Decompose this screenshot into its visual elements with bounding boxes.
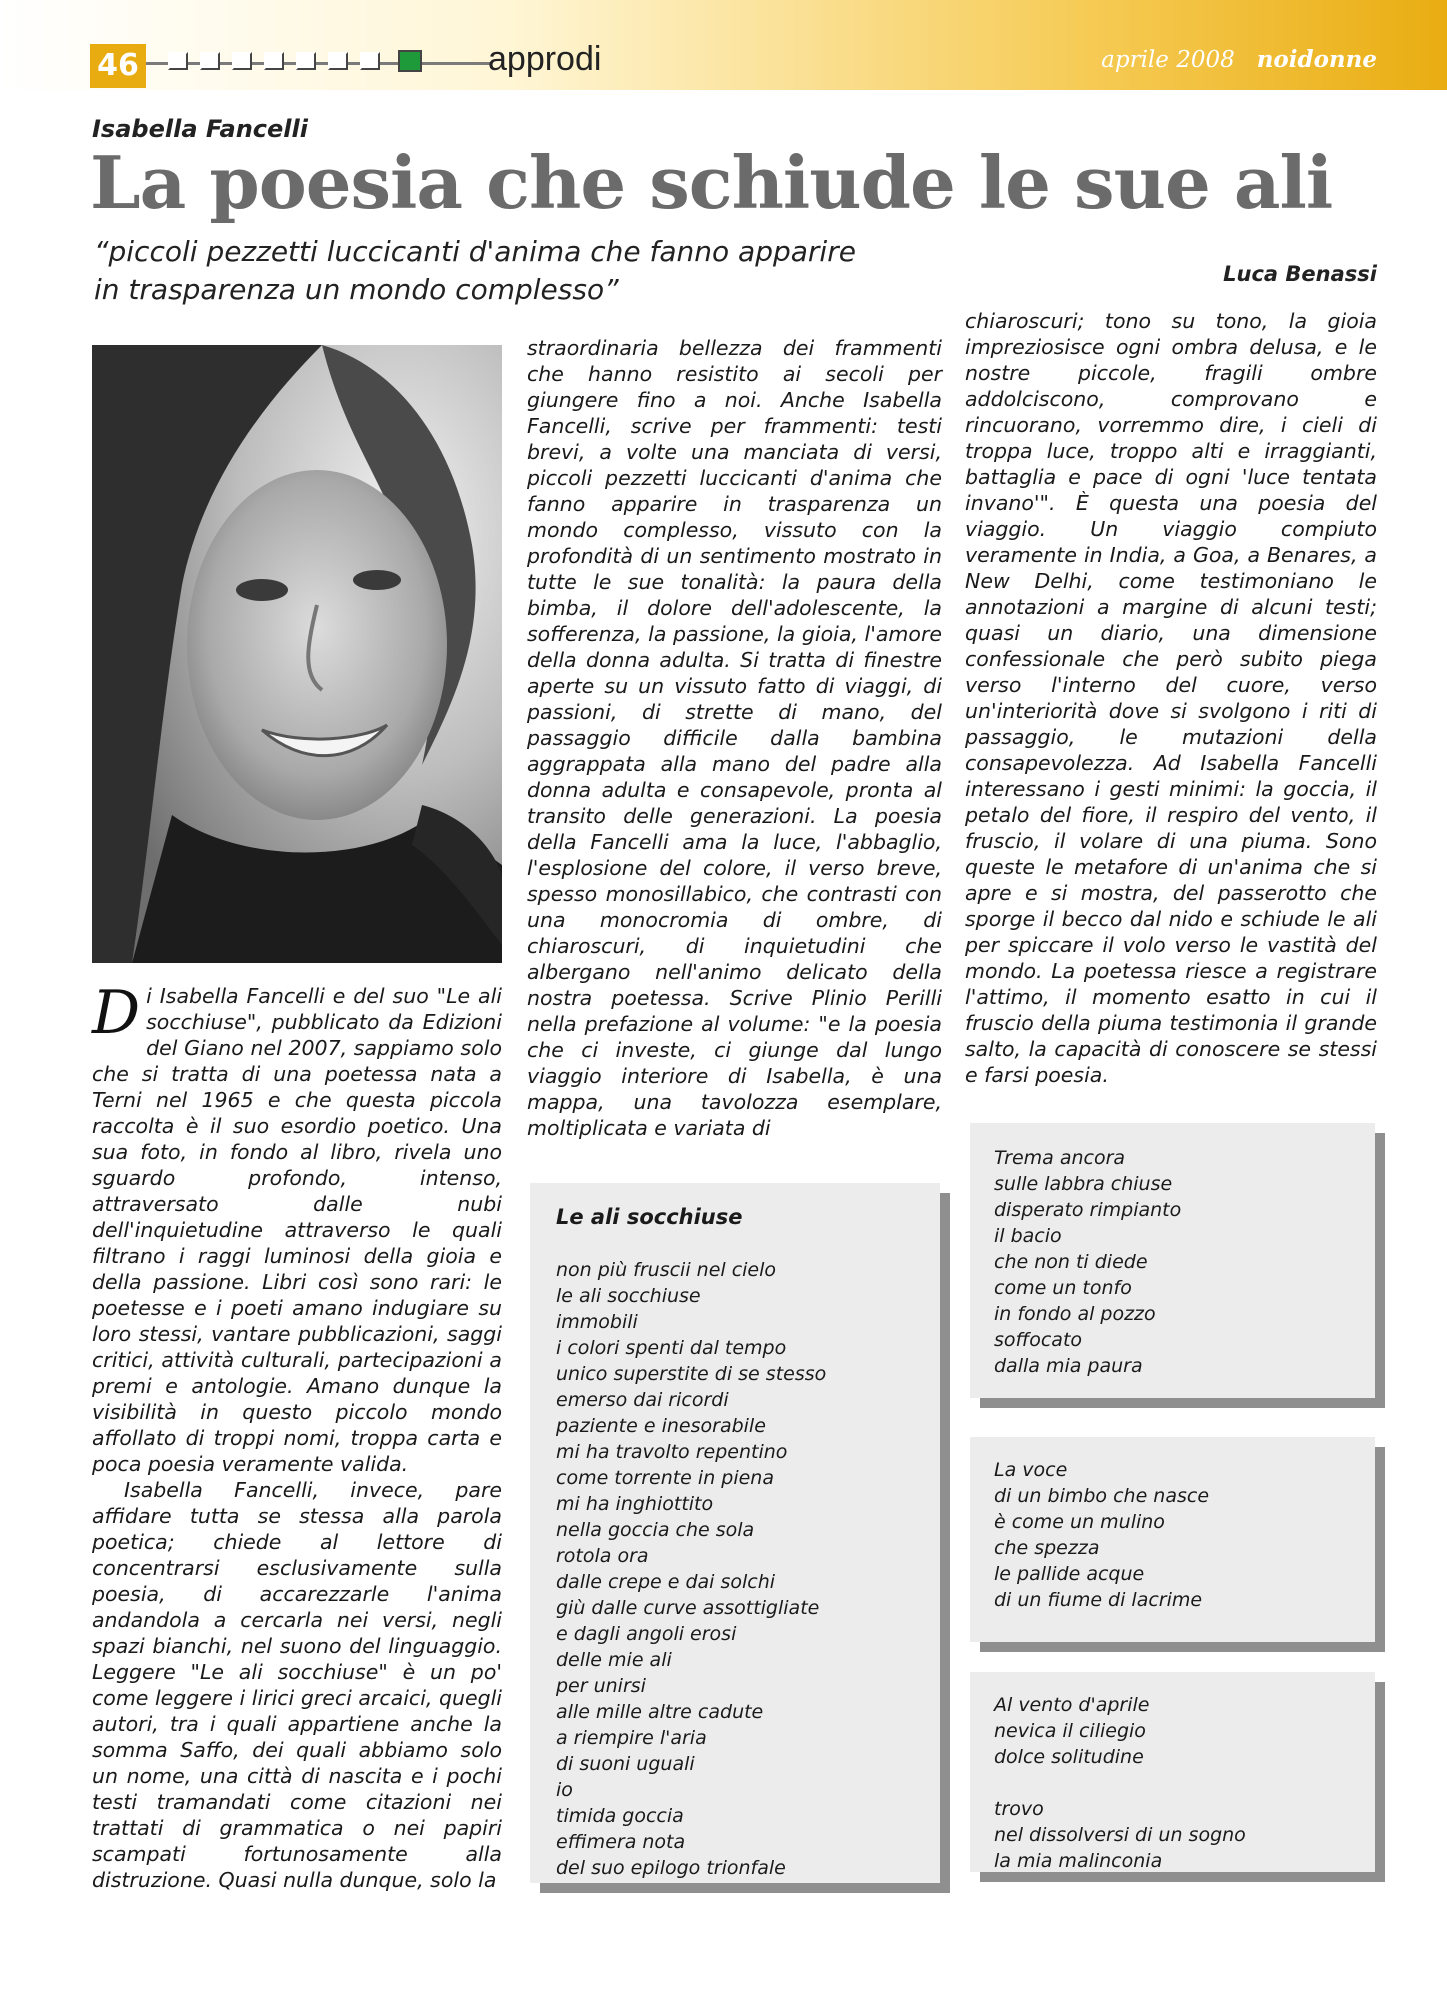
poem-line: io [556,1779,573,1801]
poem-line: nevica il ciliegio [994,1720,1146,1742]
magazine-name: noidonne [1256,46,1377,73]
poem-line: la mia malinconia [994,1850,1163,1872]
poem-line: per unirsi [556,1675,646,1697]
poem-line: nel dissolversi di un sogno [994,1824,1246,1846]
poem-line: soffocato [994,1329,1083,1351]
portrait-illustration [92,345,502,963]
poem-line: di suoni uguali [556,1753,695,1775]
poem-title: Le ali socchiuse [556,1205,743,1229]
header-square-icon [232,52,252,70]
header-rule [146,62,490,65]
article-subtitle [94,233,894,309]
poem-lines [556,1257,914,1881]
poem-box-4 [970,1672,1375,1872]
section-name: approdi [488,40,602,78]
article-paragraph: chiaroscuri; tono su tono, la gioia impreziosisce ogni ombra delusa, e le nostre piccole, fragili ombre addolciscono, comprovano e rincuorano, vorremmo dire, i cieli di troppa luce, troppo alti e irraggianti, battaglia e pace di ogni 'luce tentata invano'". È questa una poesia del viaggio. Un viaggio compiuto veramente in India, a Goa, a Benares, a New Delhi, come testimoniano le annotazioni a margine di alcuni testi; quasi un diario, una dimensione confessionale che però subito piega verso l'interno del cuore, verso un'interiorità dove si svolgono i riti di passaggio, le mutazioni della consapevolezza. Ad Isabella Fancelli interessano i gesti minimi: la goccia, il petalo del fiore, il respiro del vento, il fruscio, il volare di una piuma. Sono queste le metafore di un'anima che si apre e si mostra, del passerotto che sporge il becco dal nido e schiude le ali per spiccare il volo verso le vastità del mondo. La poetessa riesce a registrare l'attimo, il momento esatto in cui il fruscio della piuma testimonia il grande salto, la capacità di conoscere se stessi e farsi poesia. [965,309,1377,1087]
poem-line: immobili [556,1311,638,1333]
poem-line: La voce [994,1459,1068,1481]
poem-line: a riempire l'aria [556,1727,707,1749]
poem-line: mi ha travolto repentino [556,1441,788,1463]
article-paragraph: straordinaria bellezza dei frammenti che hanno resistito ai secoli per giungere fino a noi. Anche Isabella Fancelli, scrive per frammenti: testi brevi, a volte una manciata di versi, piccoli pezzetti luccicanti d'anima che fanno apparire in trasparenza un mondo complesso, vissuto con la profondità di un sentimento mostrato in tutte le sue tonalità: la paura della bimba, il dolore dell'adolescente, la sofferenza, la passione, la gioia, l'amore della donna adulta. Si tratta di finestre aperte su un vissuto fatto di viaggi, di passioni, di strette di mano, del passaggio difficile dalla bambina aggrappata alla mano del padre alla donna adulta e consapevole, pronta al transito delle generazioni. La poesia della Fancelli ama la luce, l'abbaglio, l'esplosione del colore, il verso breve, spesso monosillabico, che contrasti con una monocromia di ombre, di chiaroscuri, di inquietudini che albergano nell'animo delicato della nostra poetessa. Scrive Plinio Perilli nella prefazione al volume: "e la poesia che ci investe, ci giunge dal lungo viaggio interiore di Isabella, è una mappa, una tavolozza esemplare, moltiplicata e variata di [527,336,942,1140]
poem-line: dolce solitudine [994,1746,1144,1768]
header-square-icon [360,52,380,70]
paragraph-text: i Isabella Fancelli e del suo "Le ali socchiuse", pubblicato da Edizioni del Giano nel 2007, sappiamo solo che si tratta di una poetessa nata a Terni nel 1965 e che questa piccola raccolta è il suo esordio poetico. Una sua foto, in fondo al libro, rivela uno sguardo profondo, intenso, attraversato dalle nubi dell'inquietudine attraverso le quali filtrano i raggi luminosi della gioia e della passione. Libri così sono rari: le poetesse e i poeti amano indugiare su loro stessi, vantare pubblicazioni, saggi critici, attività culturali, partecipazioni a premi e antologie. Amano dunque la visibilità in questo piccolo mondo affollato di troppi nomi, troppa carta e poca poesia veramente valida. [92,984,502,1476]
poem-line: emerso dai ricordi [556,1389,729,1411]
article-column-2 [527,335,942,1141]
poem-line: è come un mulino [994,1511,1165,1533]
poem-line: unico superstite di se stesso [556,1363,827,1385]
poem-line: sulle labbra chiuse [994,1173,1173,1195]
poem-line: di un fiume di lacrime [994,1589,1203,1611]
article-title: La poesia che schiude le sue ali [90,140,1333,225]
issue-date: aprile 2008 [1101,47,1235,73]
drop-cap: D [92,978,141,1048]
poem-line: trovo [994,1798,1044,1820]
poem-line: alle mille altre cadute [556,1701,764,1723]
poem-line: di un bimbo che nasce [994,1485,1210,1507]
poem-line: del suo epilogo trionfale [556,1857,786,1879]
author-photo [92,345,502,963]
page-number: 46 [90,44,146,88]
poem-line: in fondo al pozzo [994,1303,1156,1325]
poet-name: Isabella Fancelli [92,115,308,143]
issue-info [1101,46,1377,73]
poem-line: giù dalle curve assottigliate [556,1597,820,1619]
header-green-square-icon [398,50,422,72]
article-paragraph [92,978,502,1477]
subtitle-line: in trasparenza un mondo complesso” [94,273,619,306]
poem-line [994,1770,1351,1796]
subtitle-line: “piccoli pezzetti luccicanti d'anima che fanno apparire [94,235,856,268]
poem-line: paziente e inesorabile [556,1415,766,1437]
article-column-1 [92,978,502,1893]
header-square-icon [264,52,284,70]
poem-line: timida goccia [556,1805,684,1827]
poem-line: e dagli angoli erosi [556,1623,737,1645]
header-square-icon [328,52,348,70]
poem-line: che non ti diede [994,1251,1148,1273]
poem-lines [994,1145,1351,1379]
poem-line: rotola ora [556,1545,649,1567]
poem-line: non più fruscii nel cielo [556,1259,777,1281]
poem-line: che spezza [994,1537,1100,1559]
poem-line: nella goccia che sola [556,1519,755,1541]
poem-line: Al vento d'aprile [994,1694,1150,1716]
poem-line: effimera nota [556,1831,686,1853]
article-column-3 [965,308,1377,1088]
header-square-icon [168,52,188,70]
header-square-icon [200,52,220,70]
poem-lines [994,1692,1351,1874]
byline: Luca Benassi [1223,262,1377,286]
poem-line: Trema ancora [994,1147,1126,1169]
poem-box-3 [970,1437,1375,1642]
poem-line: come torrente in piena [556,1467,774,1489]
poem-box-main [530,1183,940,1883]
poem-box-2 [970,1123,1375,1398]
poem-line: disperato rimpianto [994,1199,1182,1221]
poem-line: le pallide acque [994,1563,1145,1585]
article-paragraph: Isabella Fancelli, invece, pare affidare tutta se stessa alla parola poetica; chiede al lettore di concentrarsi esclusivamente sulla poesia, di accarezzarle l'anima andandola a cercarla nei versi, negli spazi bianchi, nel suono del linguaggio. Leggere "Le ali socchiuse" è un po' come leggere i lirici greci arcaici, quegli autori, tra i quali appartiene anche la somma Saffo, dei quali abbiamo solo un nome, una città di nascita e i pochi testi tramandati come citazioni nei trattati di grammatica o nei papiri scampati fortunosamente alla distruzione. Quasi nulla dunque, solo la [92,1478,502,1892]
poem-line: i colori spenti dal tempo [556,1337,787,1359]
header-square-icon [296,52,316,70]
poem-line: mi ha inghiottito [556,1493,714,1515]
poem-line: il bacio [994,1225,1062,1247]
poem-line: dalla mia paura [994,1355,1143,1377]
poem-lines [994,1457,1351,1613]
poem-line: come un tonfo [994,1277,1132,1299]
poem-line: delle mie ali [556,1649,672,1671]
poem-line: le ali socchiuse [556,1285,701,1307]
poem-line: dalle crepe e dai solchi [556,1571,776,1593]
header-band [0,0,1447,90]
